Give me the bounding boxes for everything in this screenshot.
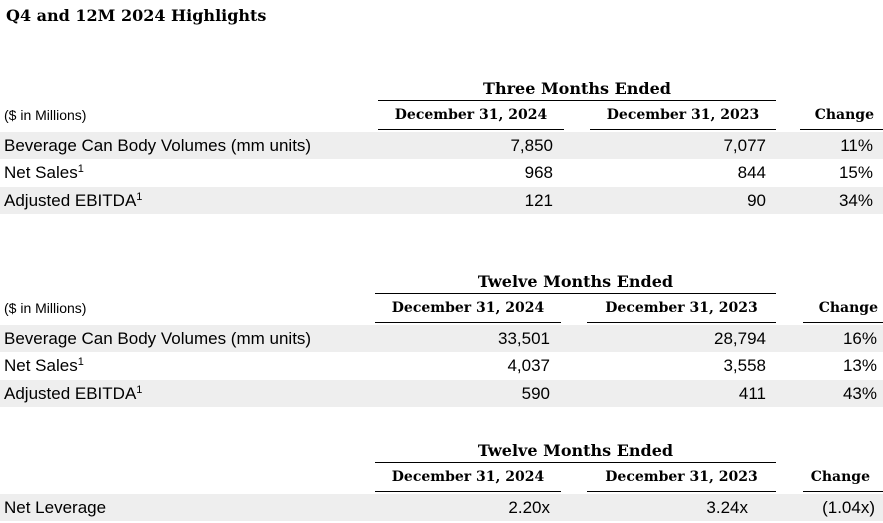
table-cell-2023: 7,077	[723, 136, 766, 155]
q4-group-underline	[378, 100, 776, 101]
q4-col-header-2023: December 31, 2023	[606, 107, 760, 123]
q4-col-header-change: Change	[814, 107, 874, 123]
table-cell-change: 34%	[838, 191, 873, 210]
table-cell-2024: 968	[524, 163, 553, 182]
fy-units-label: ($ in Millions)	[4, 300, 87, 316]
q4-underline-2024	[378, 129, 564, 130]
table-cell-2023: 3,558	[723, 356, 766, 375]
table-cell-2023: 411	[738, 384, 766, 403]
leverage-underline-2024	[375, 491, 561, 492]
table-cell-change: 11%	[840, 136, 873, 155]
leverage-col-header-2023: December 31, 2023	[605, 469, 758, 485]
table-row-label: Beverage Can Body Volumes (mm units)	[4, 136, 312, 155]
table-cell-2023: 28,794	[714, 329, 766, 348]
table-row-label: Net Sales$^1$	[4, 163, 84, 182]
table-cell-2023: 3.24x	[706, 498, 748, 517]
leverage-underline-2023	[587, 491, 776, 492]
table-cell-2024: 4,037	[507, 356, 550, 375]
fy-underline-2024	[375, 322, 561, 323]
table-cell-change: 16%	[842, 329, 877, 348]
table-row-label: Net Sales$^1$	[4, 356, 84, 375]
page-title: Q4 and 12M 2024 Highlights	[6, 6, 267, 25]
fy-col-header-2024: December 31, 2024	[391, 300, 545, 316]
table-row-label: Net Leverage	[4, 498, 107, 517]
q4-group-header: Three Months Ended	[483, 79, 671, 98]
table-cell-change: 15%	[838, 163, 873, 182]
leverage-col-header-2024: December 31, 2024	[391, 469, 545, 485]
table-row-label: Beverage Can Body Volumes (mm units)	[4, 329, 312, 348]
table-cell-2024: 33,501	[498, 329, 550, 348]
leverage-col-header-change: Change	[810, 469, 870, 485]
table-cell-2024: 7,850	[510, 136, 553, 155]
fy-group-header: Twelve Months Ended	[477, 272, 674, 291]
table-cell-2024: 590	[521, 384, 550, 403]
table-cell-2023: 90	[747, 191, 766, 210]
leverage-group-underline	[375, 462, 776, 463]
leverage-underline-change	[803, 491, 883, 492]
table-row-label: Adjusted EBITDA$^1$	[4, 191, 143, 210]
fy-underline-2023	[587, 322, 776, 323]
table-cell-2024: 2.20x	[508, 498, 550, 517]
fy-col-header-change: Change	[818, 300, 878, 316]
fy-col-header-2023: December 31, 2023	[605, 300, 758, 316]
q4-col-header-2024: December 31, 2024	[394, 107, 548, 123]
table-cell-2024: 121	[524, 191, 553, 210]
leverage-group-header: Twelve Months Ended	[477, 441, 674, 460]
table-cell-change: 13%	[842, 356, 877, 375]
table-cell-2023: 844	[737, 163, 766, 182]
q4-units-label: ($ in Millions)	[4, 107, 87, 123]
q4-underline-change	[800, 129, 883, 130]
fy-group-underline	[375, 293, 776, 294]
table-cell-change: 43%	[842, 384, 877, 403]
q4-underline-2023	[590, 129, 776, 130]
table-row-label: Adjusted EBITDA$^1$	[4, 384, 143, 403]
table-cell-change: (1.04x)	[822, 498, 875, 517]
fy-underline-change	[803, 322, 883, 323]
